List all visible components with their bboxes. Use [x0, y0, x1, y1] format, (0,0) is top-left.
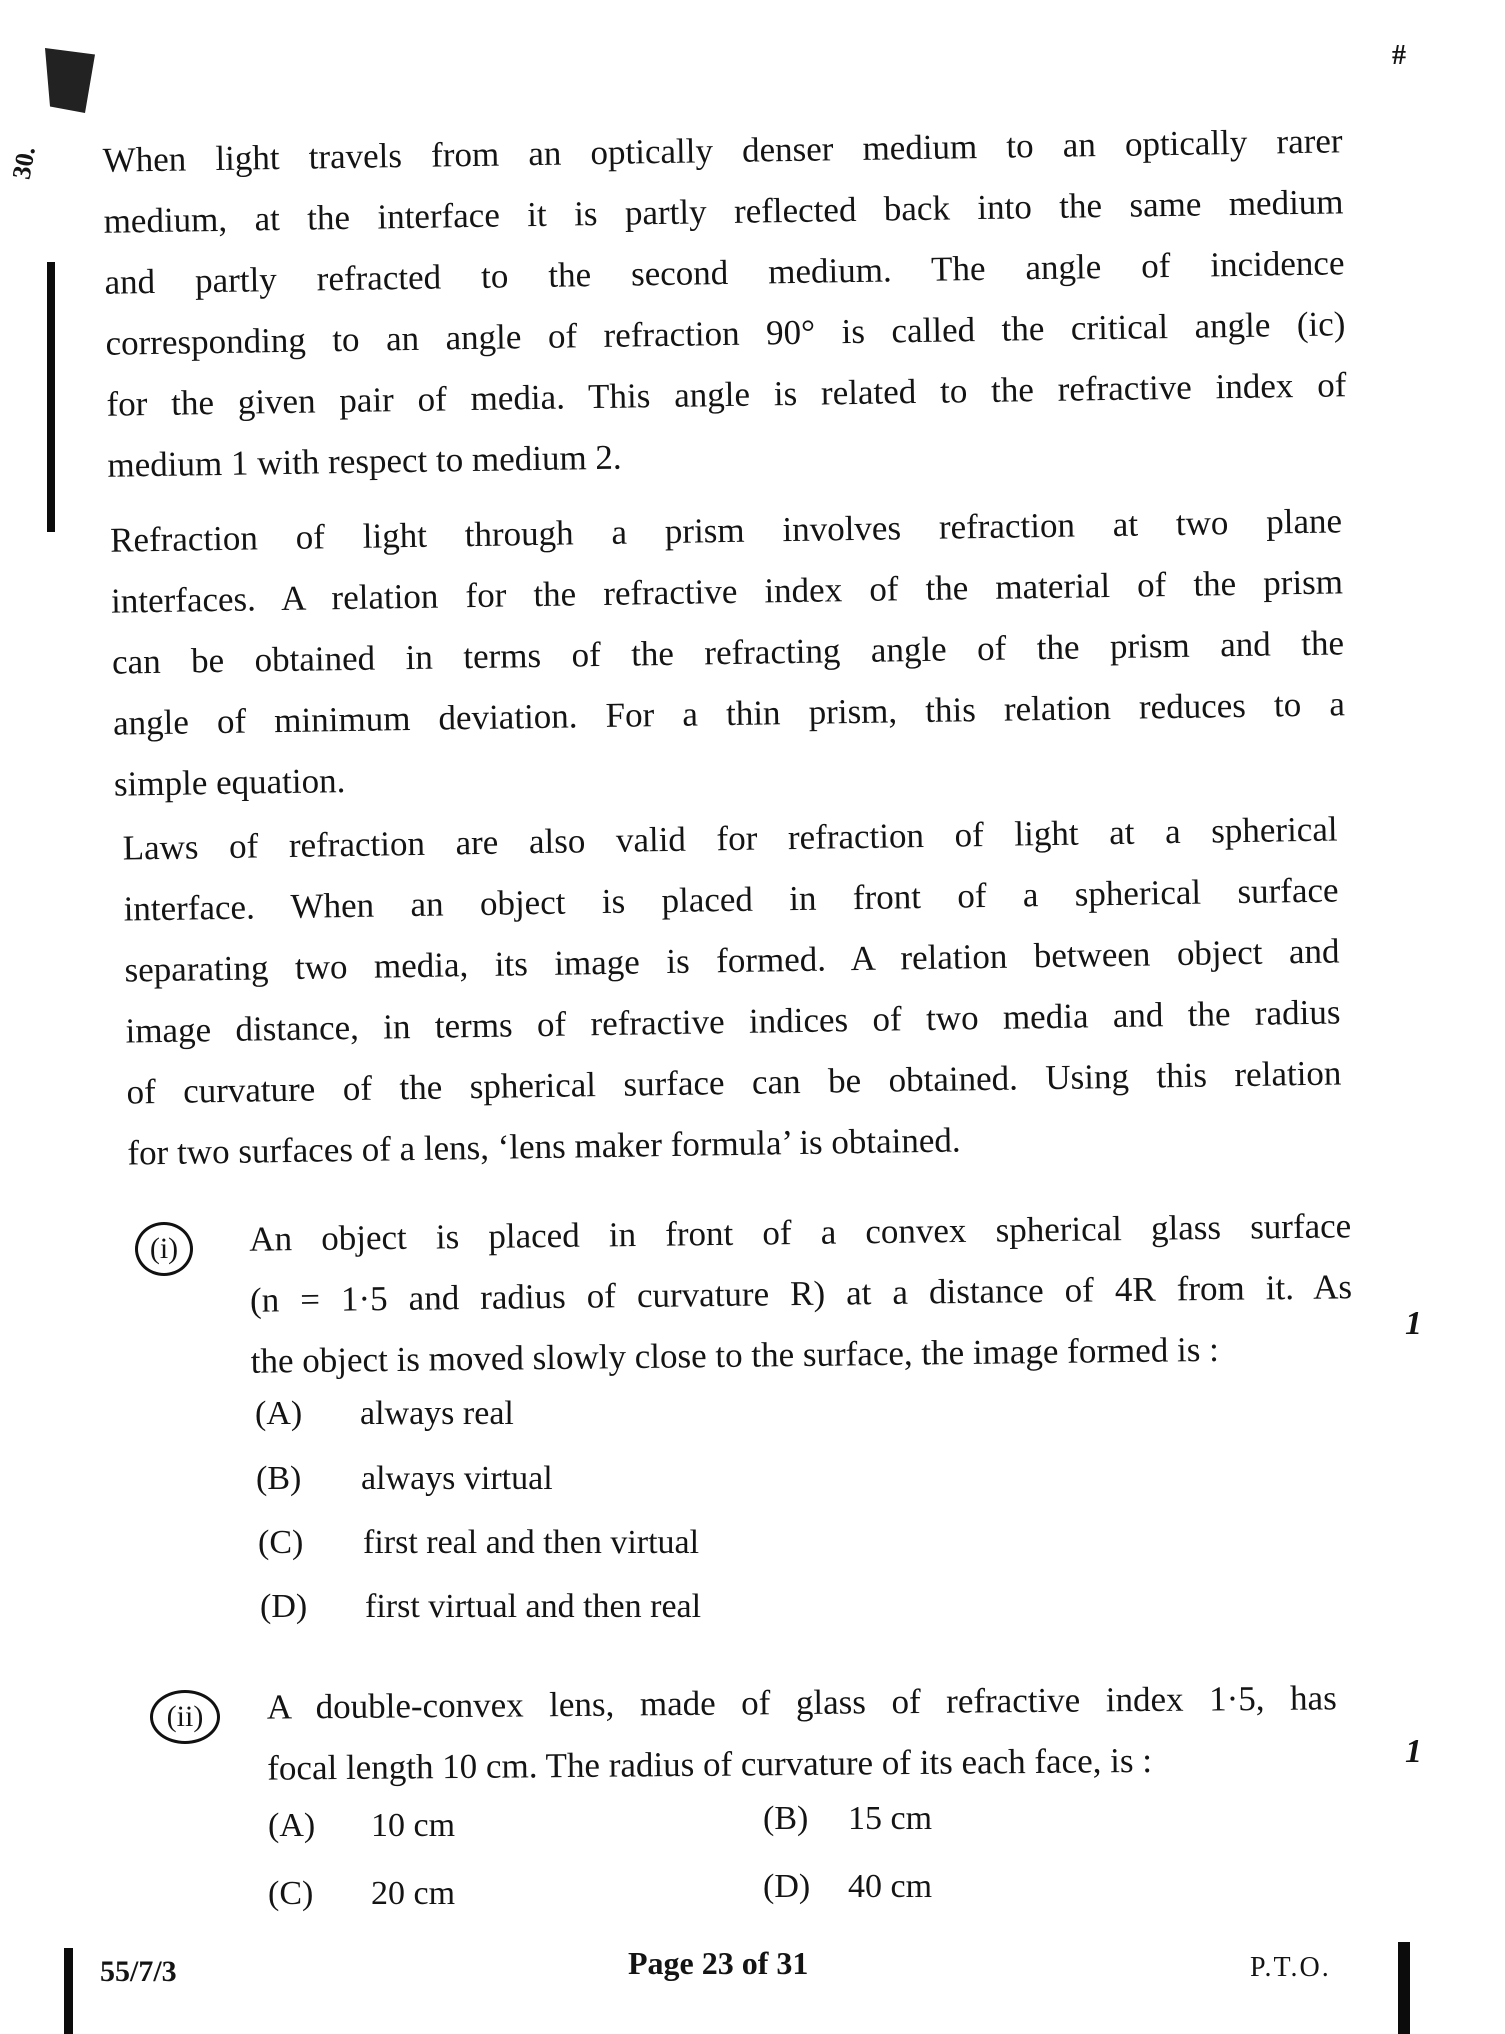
- hash-mark: #: [1392, 40, 1406, 71]
- passage-line: for the given pair of media. This angle is related to the refractive index of: [106, 365, 1347, 424]
- passage-line: When light travels from an optically denser medium to an optically rarer: [102, 121, 1343, 180]
- passage-line: angle of minimum deviation. For a thin prism, this relation reduces to a: [112, 684, 1346, 743]
- passage-line: corresponding to an angle of refraction 90° is called the critical angle (ic): [105, 304, 1346, 363]
- passage-line: and partly refracted to the second medium. The angle of incidence: [104, 243, 1345, 302]
- question-line: the object is moved slowly close to the surface, the image formed is :: [250, 1329, 1220, 1381]
- option-i-d[interactable]: (D) first virtual and then real: [260, 1588, 702, 1625]
- footer-right-bar: [1398, 1942, 1410, 2034]
- page-number: Page 23 of 31: [628, 1945, 809, 1981]
- question-line: A double-convex lens, made of glass of refractive index 1·5, has: [266, 1678, 1337, 1727]
- part-ii-question: [266, 1667, 1337, 1798]
- pto-label: P.T.O.: [1250, 1952, 1331, 1983]
- option-i-c[interactable]: (C) first real and then virtual: [258, 1524, 700, 1561]
- question-number: 30.: [6, 144, 41, 182]
- part-i-label: (i): [135, 1222, 193, 1276]
- part-ii-marks: 1: [1405, 1733, 1422, 1770]
- passage-line: simple equation.: [113, 761, 346, 804]
- passage-paragraph-2: [110, 490, 1347, 814]
- part-i-question: [249, 1195, 1353, 1391]
- passage-line: medium, at the interface it is partly reflected back into the same medium: [103, 182, 1344, 241]
- corner-stamp: [45, 48, 95, 113]
- option-ii-a[interactable]: (A) 10 cm: [268, 1807, 456, 1844]
- footer-left-bar: [64, 1948, 73, 2034]
- passage-line: Refraction of light through a prism involves refraction at two plane: [109, 501, 1343, 560]
- option-i-b[interactable]: (B) always virtual: [256, 1460, 553, 1497]
- passage-paragraph-3: [122, 798, 1343, 1183]
- margin-bar: [47, 262, 55, 532]
- part-i-marks: 1: [1405, 1305, 1422, 1342]
- question-line: (n = 1·5 and radius of curvature R) at a distance of 4R from it. As: [249, 1267, 1353, 1320]
- passage-line: of curvature of the spherical surface can be obtained. Using this relation: [126, 1053, 1342, 1112]
- passage-line: for two surfaces of a lens, ‘lens maker formula’ is obtained.: [127, 1120, 961, 1173]
- question-line: An object is placed in front of a convex spherical glass surface: [249, 1206, 1352, 1259]
- paper-code: 55/7/3: [100, 1955, 177, 1988]
- question-line: focal length 10 cm. The radius of curvature of its each face, is :: [267, 1740, 1153, 1788]
- passage-line: interfaces. A relation for the refractive index of the material of the prism: [110, 562, 1344, 621]
- passage-paragraph-1: [102, 110, 1348, 495]
- passage-line: medium 1 with respect to medium 2.: [107, 437, 622, 485]
- passage-line: can be obtained in terms of the refracting angle of the prism and the: [111, 623, 1345, 682]
- option-ii-b[interactable]: (B) 15 cm: [763, 1800, 933, 1837]
- option-ii-d[interactable]: (D) 40 cm: [763, 1868, 933, 1905]
- passage-line: separating two media, its image is formed. A relation between object and: [124, 931, 1340, 990]
- part-ii-label: (ii): [150, 1690, 220, 1744]
- option-i-a[interactable]: (A) always real: [255, 1395, 514, 1432]
- passage-line: image distance, in terms of refractive indices of two media and the radius: [125, 992, 1341, 1051]
- passage-line: interface. When an object is placed in front of a spherical surface: [123, 870, 1339, 929]
- option-ii-c[interactable]: (C) 20 cm: [268, 1875, 456, 1912]
- passage-line: Laws of refraction are also valid for refraction of light at a spherical: [122, 809, 1338, 868]
